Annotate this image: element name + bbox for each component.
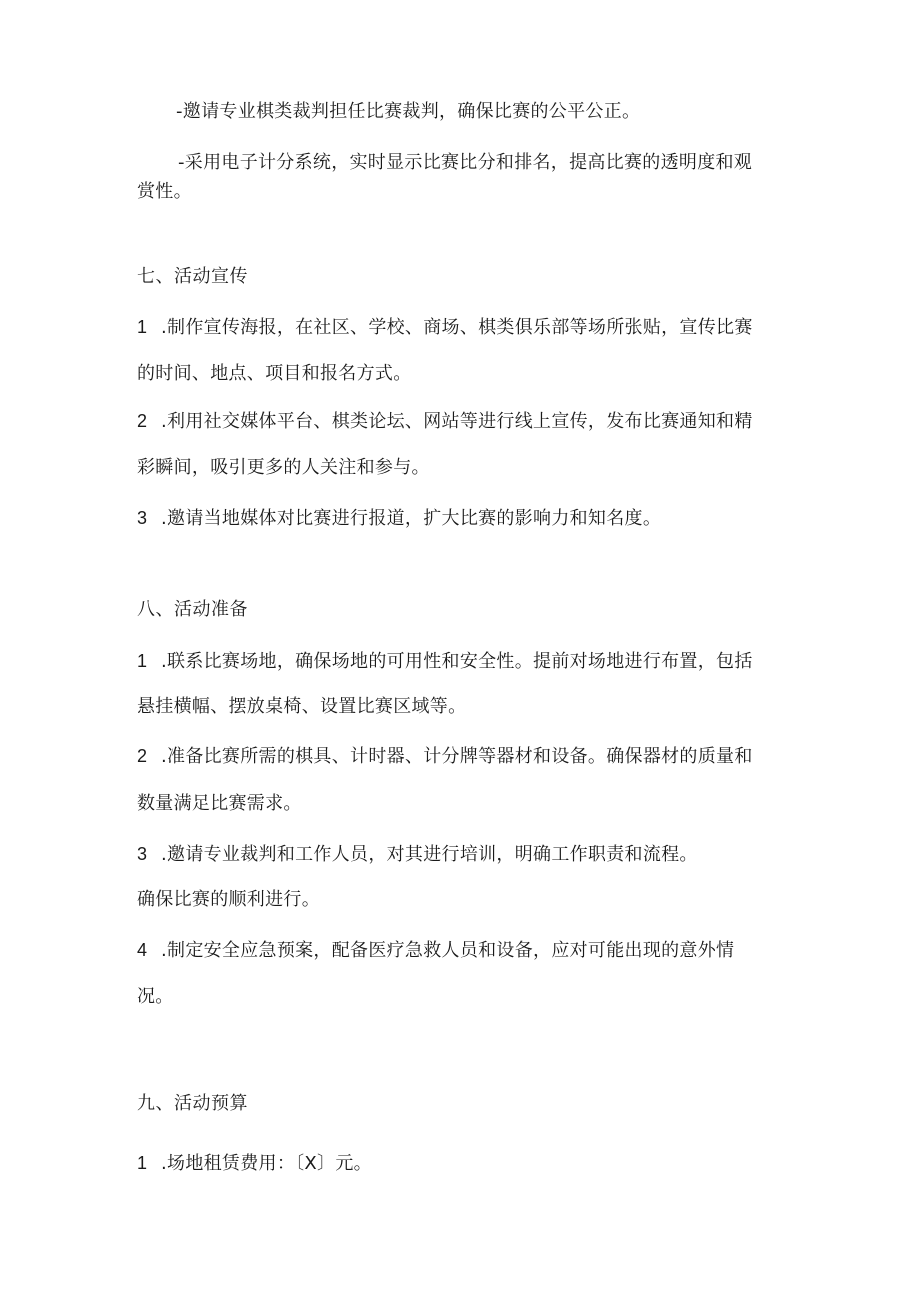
list-item [137,315,753,340]
item-text: .准备比赛所需的棋具、计时器、计分牌等器材和设备。确保器材的质量和 [161,746,753,767]
item-number: 2 [137,746,148,766]
section-heading-budget: 九、活动预算 [137,1093,248,1114]
section-heading-publicity: 七、活动宣传 [137,266,248,287]
item-text: .邀请专业裁判和工作人员，对其进行培训，明确工作职责和流程。 [161,844,698,865]
list-item [137,1151,372,1176]
item-number: 2 [137,411,148,431]
list-item [137,506,661,531]
item-continuation: 的时间、地点、项目和报名方式。 [137,363,412,384]
bullet-scoring-line1: -采用电子计分系统，实时显示比赛比分和排名，提高比赛的透明度和观 [178,152,753,173]
bullet-scoring-line2: 赏性。 [137,181,192,202]
item-text: .联系比赛场地，确保场地的可用性和安全性。提前对场地进行布置，包括 [161,651,753,672]
item-continuation: 彩瞬间，吸引更多的人关注和参与。 [137,457,430,478]
section-heading-preparation: 八、活动准备 [137,599,248,620]
list-item [137,409,753,434]
item-number: 1 [137,317,148,337]
item-number: 3 [137,844,148,864]
item-number: 1 [137,1153,148,1173]
item-continuation: 悬挂横幅、摆放桌椅、设置比赛区域等。 [137,696,467,717]
item-text: .利用社交媒体平台、棋类论坛、网站等进行线上宣传，发布比赛通知和精 [161,411,753,432]
item-text: .场地租赁费用：〔X〕元。 [161,1153,372,1174]
item-number: 3 [137,508,148,528]
item-text: .制定安全应急预案，配备医疗急救人员和设备，应对可能出现的意外情 [161,940,735,961]
item-number: 1 [137,651,148,671]
list-item [137,938,734,963]
item-number: 4 [137,940,148,960]
item-continuation: 况。 [137,986,174,1007]
list-item [137,842,698,867]
list-item [137,649,753,674]
bullet-referees: -邀请专业棋类裁判担任比赛裁判，确保比赛的公平公正。 [176,101,641,122]
item-text: .制作宣传海报，在社区、学校、商场、棋类俱乐部等场所张贴，宣传比赛 [161,317,753,338]
item-text: .邀请当地媒体对比赛进行报道，扩大比赛的影响力和知名度。 [161,508,662,529]
item-continuation: 确保比赛的顺利进行。 [137,889,320,910]
item-continuation: 数量满足比赛需求。 [137,793,302,814]
list-item [137,744,753,769]
